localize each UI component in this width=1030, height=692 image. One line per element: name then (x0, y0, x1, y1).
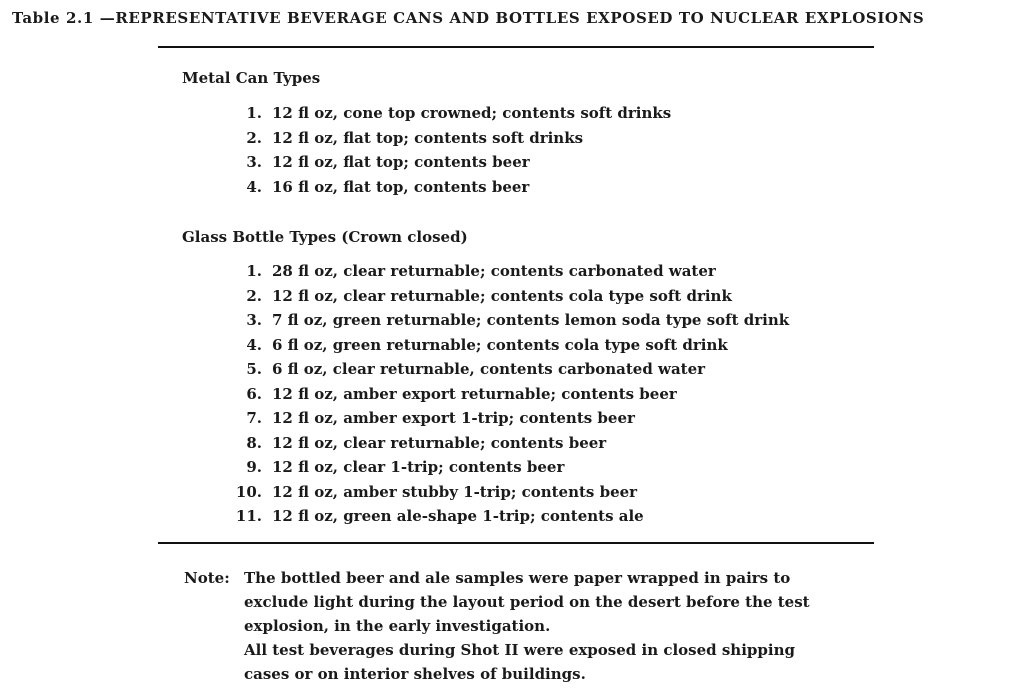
note-label: Note: (184, 569, 230, 587)
item-number: 2. (246, 128, 262, 147)
item-number: 1. (246, 104, 262, 122)
list-item (224, 434, 789, 459)
top-rule (158, 46, 874, 48)
item-text: 12 fl oz, amber stubby 1-trip; contents beer (272, 482, 638, 501)
metal-can-heading: Metal Can Types (182, 69, 321, 87)
item-number: 7. (246, 409, 262, 427)
list-item (224, 483, 789, 508)
item-number: 2. (246, 286, 262, 305)
note-line: All test beverages during Shot II were exposed in closed shipping (244, 641, 795, 659)
item-text: 12 fl oz, amber export returnable; contents beer (272, 384, 677, 403)
item-number: 8. (246, 433, 262, 452)
list-item (224, 507, 789, 532)
glass-bottle-heading: Glass Bottle Types (Crown closed) (182, 228, 468, 246)
item-number: 6. (246, 384, 262, 403)
item-text: 6 fl oz, green returnable; contents cola type soft drink (272, 335, 728, 354)
item-text: 28 fl oz, clear returnable; contents carbonated water (272, 262, 716, 280)
note-line: exclude light during the layout period on the desert before the test (244, 593, 810, 611)
item-text: 12 fl oz, green ale-shape 1-trip; contents ale (272, 507, 644, 525)
list-item (224, 336, 789, 361)
list-item (224, 287, 789, 312)
item-number: 10. (235, 482, 262, 501)
item-text: 12 fl oz, amber export 1-trip; contents beer (272, 409, 635, 427)
glass-bottle-list (224, 262, 789, 532)
list-item (224, 385, 789, 410)
note-line: explosion, in the early investigation. (244, 617, 551, 635)
list-item (224, 153, 671, 178)
note-line: cases or on interior shelves of buildings. (244, 665, 586, 683)
item-number: 3. (246, 311, 262, 329)
list-item (224, 129, 671, 154)
item-text: 12 fl oz, flat top; contents soft drinks (272, 128, 584, 147)
item-text: 12 fl oz, clear returnable; contents beer (272, 433, 607, 452)
item-text: 12 fl oz, clear returnable; contents cola type soft drink (272, 286, 732, 305)
note-line: The bottled beer and ale samples were paper wrapped in pairs to (244, 569, 791, 587)
item-number: 5. (246, 360, 262, 378)
item-text: 16 fl oz, flat top, contents beer (272, 177, 530, 196)
list-item (224, 104, 671, 129)
item-text: 12 fl oz, flat top; contents beer (272, 153, 530, 171)
item-number: 9. (246, 458, 262, 476)
item-text: 12 fl oz, clear 1-trip; contents beer (272, 458, 565, 476)
item-number: 4. (246, 177, 262, 196)
item-number: 1. (246, 262, 262, 280)
list-item (224, 360, 789, 385)
list-item (224, 458, 789, 483)
item-text: 12 fl oz, cone top crowned; contents soft drinks (272, 104, 672, 122)
item-number: 3. (246, 153, 262, 171)
list-item (224, 178, 671, 203)
note-body (244, 566, 810, 686)
item-text: 7 fl oz, green returnable; contents lemon soda type soft drink (272, 311, 790, 329)
item-number: 4. (246, 335, 262, 354)
list-item (224, 262, 789, 287)
list-item (224, 409, 789, 434)
item-text: 6 fl oz, clear returnable, contents carbonated water (272, 360, 706, 378)
item-number: 11. (235, 507, 262, 525)
list-item (224, 311, 789, 336)
table-title: Table 2.1 —REPRESENTATIVE BEVERAGE CANS AND BOTTLES EXPOSED TO NUCLEAR EXPLOSIONS (12, 9, 925, 27)
bottom-rule (158, 542, 874, 544)
metal-can-list (224, 104, 671, 202)
